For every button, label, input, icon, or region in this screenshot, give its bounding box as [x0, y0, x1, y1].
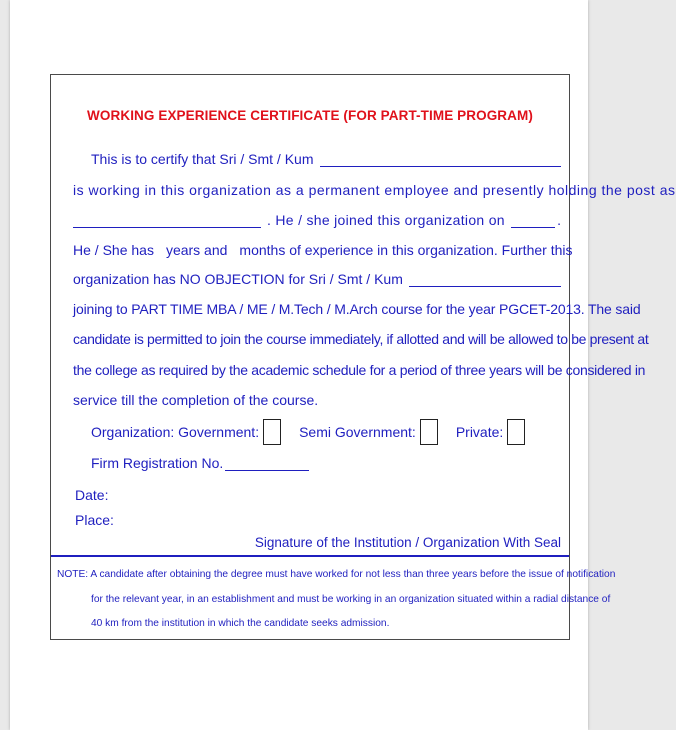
note-line-2: for the relevant year, in an establishment and must be working in an organization situated within a radial distance of — [91, 594, 611, 605]
experience-text-b: years and — [165, 242, 228, 258]
place-row — [75, 512, 114, 528]
signature-row — [255, 535, 561, 550]
schedule-text: the college as required by the academic schedule for a period of three years will be considered in — [73, 362, 646, 378]
firm-registration-row — [91, 455, 309, 471]
private-label: Private: — [455, 424, 504, 440]
employment-text: is working in this organization as a permanent employee and presently holding the post as — [73, 182, 676, 198]
certify-line — [91, 151, 561, 167]
firm-registration-field[interactable] — [225, 455, 309, 471]
service-line — [73, 392, 318, 408]
private-checkbox[interactable] — [507, 419, 525, 445]
post-line: . He / she joined this organization on . — [73, 212, 561, 228]
candidate-name-field[interactable] — [409, 271, 561, 287]
course-line — [73, 301, 641, 317]
certificate-form — [50, 74, 676, 640]
schedule-line — [73, 362, 646, 378]
permission-text: candidate is permitted to join the course immediately, if allotted and will be allowed to be present at — [73, 331, 649, 347]
certify-text: This is to certify that Sri / Smt / Kum — [91, 151, 314, 167]
certificate-title: WORKING EXPERIENCE CERTIFICATE (FOR PART-TIME PROGRAM) — [87, 108, 533, 123]
semi-government-label: Semi Government: — [299, 424, 416, 440]
experience-text-a: He / She has — [73, 242, 154, 258]
permission-line — [73, 331, 649, 347]
note-section — [51, 555, 616, 641]
firm-registration-label: Firm Registration No. — [91, 455, 224, 471]
experience-text-c: months of experience in this organization. Further this — [239, 242, 573, 258]
note-line-1: NOTE: A candidate after obtaining the degree must have worked for not less than three years before the issue of notification — [57, 569, 616, 580]
joining-date-field[interactable] — [511, 212, 555, 228]
no-objection-line — [73, 271, 561, 287]
document-page — [10, 0, 676, 730]
signature-label: Signature of the Institution / Organization With Seal — [254, 535, 561, 550]
employment-line — [73, 182, 676, 198]
post-field[interactable] — [73, 212, 261, 228]
note-line-3: 40 km from the institution in which the candidate seeks admission. — [91, 618, 390, 629]
semi-government-checkbox[interactable] — [420, 419, 438, 445]
place-label: Place: — [75, 512, 114, 528]
date-label: Date: — [75, 487, 109, 503]
course-text: joining to PART TIME MBA / ME / M.Tech / M.Arch course for the year PGCET-2013. The said — [73, 301, 641, 317]
joined-text: . He / she joined this organization on — [267, 212, 505, 228]
no-objection-text: organization has NO OBJECTION for Sri / Smt / Kum — [73, 271, 403, 287]
experience-line — [73, 242, 573, 258]
employee-name-field[interactable] — [320, 151, 562, 167]
government-label: Organization: Government: — [91, 424, 260, 440]
organization-type-row — [91, 419, 525, 445]
government-checkbox[interactable] — [263, 419, 281, 445]
date-row — [75, 487, 108, 503]
service-text: service till the completion of the course. — [73, 392, 319, 408]
